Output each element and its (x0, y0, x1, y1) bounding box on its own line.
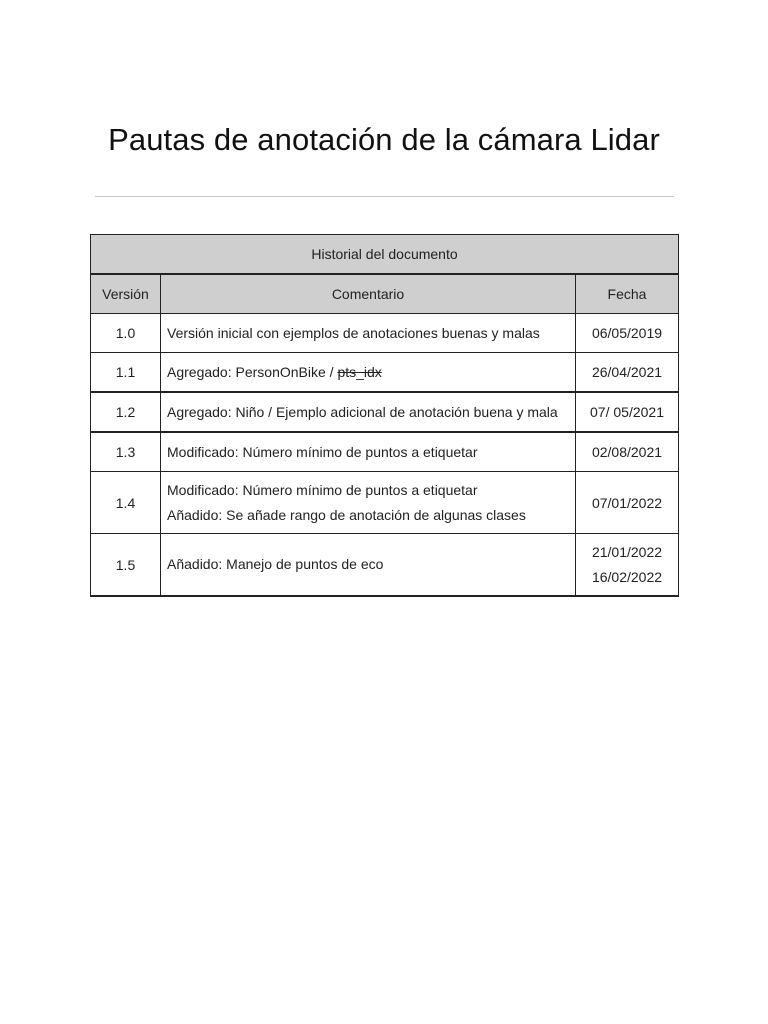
date-cell (576, 534, 679, 597)
table-caption-row (91, 235, 679, 275)
comment-cell (161, 534, 576, 597)
table-row (91, 314, 679, 353)
version-cell: 1.5 (91, 534, 161, 597)
comment-line: Modificado: Número mínimo de puntos a etiquetar (167, 481, 478, 498)
comment-line: Versión inicial con ejemplos de anotaciones buenas y malas (167, 324, 540, 341)
date-cell: 06/05/2019 (576, 314, 679, 353)
struck-comment-text: pts_idx (337, 363, 382, 380)
version-cell: 1.1 (91, 353, 161, 393)
table-row (91, 534, 679, 597)
date-line: 21/01/2022 (591, 543, 663, 560)
header-date: Fecha (576, 274, 679, 314)
comment-cell (161, 472, 576, 534)
comment-line: Agregado: Niño / Ejemplo adicional de anotación buena y mala (167, 403, 558, 420)
comment-cell (161, 314, 576, 353)
table-row (91, 472, 679, 534)
comment-line (167, 360, 569, 385)
comment-line: Añadido: Manejo de puntos de eco (167, 556, 384, 572)
date-cell: 07/01/2022 (576, 472, 679, 534)
date-cell: 07/ 05/2021 (576, 392, 679, 432)
version-cell: 1.4 (91, 472, 161, 534)
header-comment: Comentario (161, 274, 576, 314)
title-divider (95, 196, 674, 197)
table-caption: Historial del documento (91, 235, 679, 275)
comment-line: Añadido: Se añade rango de anotación de algunas clases (167, 506, 526, 523)
date-cell: 02/08/2021 (576, 432, 679, 472)
table-row (91, 353, 679, 393)
header-version: Versión (91, 274, 161, 314)
date-line: 16/02/2022 (591, 568, 663, 585)
comment-cell (161, 432, 576, 472)
version-cell: 1.3 (91, 432, 161, 472)
comment-cell (161, 353, 576, 393)
comment-line: Modificado: Número mínimo de puntos a etiquetar (167, 443, 478, 460)
table-row (91, 392, 679, 432)
table-row (91, 432, 679, 472)
table-header-row (91, 274, 679, 314)
version-cell: 1.0 (91, 314, 161, 353)
document-history-table (90, 234, 679, 597)
date-cell: 26/04/2021 (576, 353, 679, 393)
comment-text: Agregado: PersonOnBike / (167, 363, 338, 380)
version-cell: 1.2 (91, 392, 161, 432)
page-title: Pautas de anotación de la cámara Lidar (108, 122, 660, 157)
comment-cell (161, 392, 576, 432)
